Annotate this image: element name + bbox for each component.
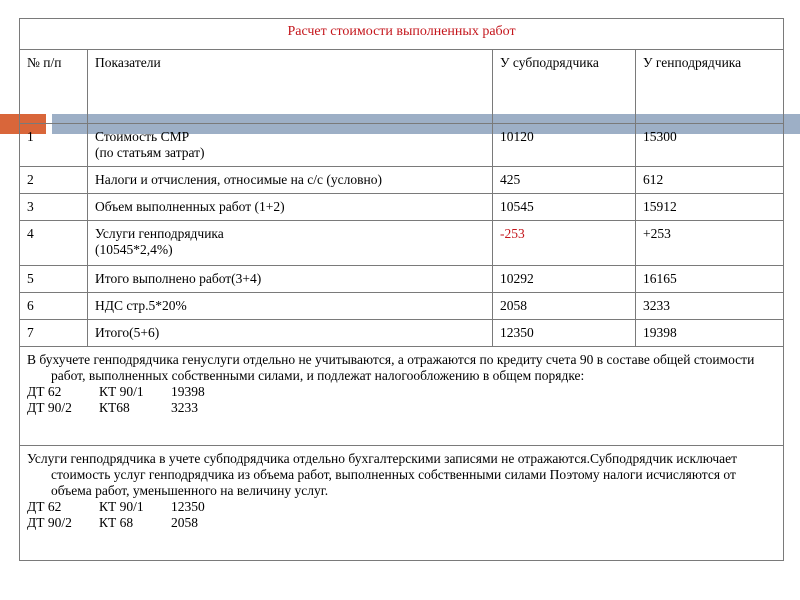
row-sub-value: 10120 [493,124,636,167]
header-subcontractor: У субподрядчика [493,50,636,124]
indicator-line: Услуги генподрядчика [95,226,224,241]
header-number: № п/п [20,50,88,124]
row-gen-value: 612 [636,167,784,194]
row-number: 4 [20,221,88,266]
row-sub-value-negative: -253 [493,221,636,266]
journal-entry [27,499,776,515]
entry-credit: КТ68 [99,400,130,415]
table-row [20,293,784,320]
row-number: 5 [20,266,88,293]
row-gen-value: 3233 [636,293,784,320]
row-gen-value: 15912 [636,194,784,221]
row-indicator: Итого выполнено работ(3+4) [88,266,493,293]
note-text: Услуги генподрядчика в учете субподрядчика отдельно бухгалтерскими записями не отражаются.Субподрядчик исключает стоимость услуг генподрядчика из объема работ, выполненных собственными силами Поэтому налоги исчисляются от объема работ, уменьшенного на величину услуг. [27,451,738,498]
row-sub-value: 2058 [493,293,636,320]
row-gen-value: 15300 [636,124,784,167]
table-header-row [20,50,784,124]
entry-credit: КТ 90/1 [99,499,144,514]
row-number: 6 [20,293,88,320]
row-indicator [88,124,493,167]
entry-debit: ДТ 90/2 [27,400,72,415]
table-row [20,167,784,194]
indicator-line: (по статьям затрат) [95,145,205,160]
row-number: 7 [20,320,88,347]
row-sub-value: 10545 [493,194,636,221]
table-row [20,194,784,221]
entry-credit: КТ 68 [99,515,134,530]
table-row [20,320,784,347]
table-title: Расчет стоимости выполненных работ [20,19,784,50]
journal-entry [27,400,776,416]
entry-amount: 3233 [171,400,198,415]
header-indicators: Показатели [88,50,493,124]
row-indicator: Объем выполненных работ (1+2) [88,194,493,221]
row-gen-value: +253 [636,221,784,266]
row-number: 2 [20,167,88,194]
note-subcontractor [20,446,784,561]
table-row [20,221,784,266]
note-general-contractor-row [20,347,784,446]
entry-amount: 12350 [171,499,205,514]
table-row [20,124,784,167]
note-general-contractor [20,347,784,446]
entry-debit: ДТ 62 [27,499,62,514]
journal-entry [27,384,776,400]
row-indicator: Итого(5+6) [88,320,493,347]
entry-credit: КТ 90/1 [99,384,144,399]
note-subcontractor-row [20,446,784,561]
entry-debit: ДТ 62 [27,384,62,399]
row-gen-value: 19398 [636,320,784,347]
note-text: В бухучете генподрядчика генуслуги отдельно не учитываются, а отражаются по кредиту счета 90 в составе общей стоимости работ, выполненных собственными силами, и подлежат налогообложению в общем порядке: [27,352,755,383]
entry-amount: 19398 [171,384,205,399]
row-number: 3 [20,194,88,221]
table-row [20,266,784,293]
entry-debit: ДТ 90/2 [27,515,72,530]
entry-amount: 2058 [171,515,198,530]
row-indicator: НДС стр.5*20% [88,293,493,320]
header-general-contractor: У генподрядчика [636,50,784,124]
row-sub-value: 10292 [493,266,636,293]
cost-calculation-table [19,18,784,561]
indicator-line: Стоимость СМР [95,129,190,144]
row-indicator: Налоги и отчисления, относимые на с/с (условно) [88,167,493,194]
indicator-line: (10545*2,4%) [95,242,173,257]
row-sub-value: 425 [493,167,636,194]
row-number: 1 [20,124,88,167]
row-indicator [88,221,493,266]
row-sub-value: 12350 [493,320,636,347]
row-gen-value: 16165 [636,266,784,293]
journal-entry [27,515,776,531]
